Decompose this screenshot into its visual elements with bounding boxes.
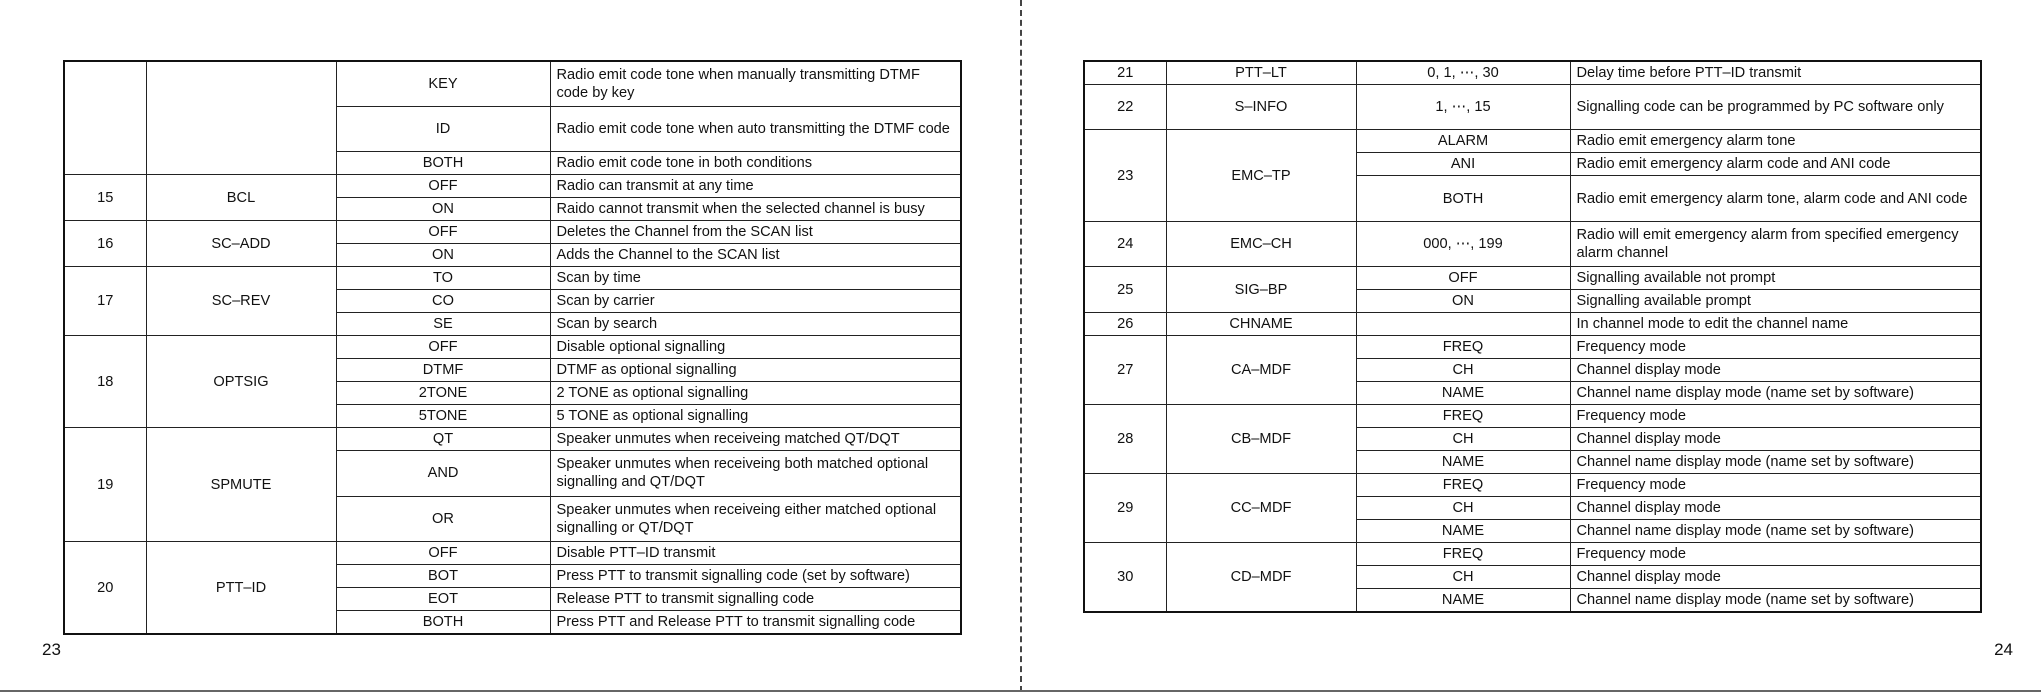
menu-name: OPTSIG: [146, 336, 336, 428]
option-description: Channel name display mode (name set by software): [1570, 589, 1981, 613]
option-description: Channel display mode: [1570, 428, 1981, 451]
page-number: 23: [42, 640, 61, 659]
item-number: [64, 61, 146, 175]
menu-name: S–INFO: [1166, 85, 1356, 130]
option-description: Radio emit code tone when auto transmitting the DTMF code: [550, 106, 961, 151]
item-number: 15: [64, 175, 146, 221]
item-number: 21: [1084, 61, 1166, 85]
option-description: Channel name display mode (name set by software): [1570, 451, 1981, 474]
option-description: Disable optional signalling: [550, 336, 961, 359]
option-value: QT: [336, 428, 550, 451]
table-row: [64, 175, 961, 198]
option-value: EOT: [336, 588, 550, 611]
option-description: Channel name display mode (name set by software): [1570, 382, 1981, 405]
menu-name: BCL: [146, 175, 336, 221]
option-description: Disable PTT–ID transmit: [550, 542, 961, 565]
option-value: OFF: [336, 221, 550, 244]
option-value: 000, ⋯, 199: [1356, 221, 1570, 266]
option-value: BOTH: [336, 152, 550, 175]
option-description: Signalling available prompt: [1570, 290, 1981, 313]
option-value: CH: [1356, 566, 1570, 589]
option-description: Radio can transmit at any time: [550, 175, 961, 198]
option-description: In channel mode to edit the channel name: [1570, 313, 1981, 336]
option-description: Radio emit code tone in both conditions: [550, 152, 961, 175]
option-value: [1356, 313, 1570, 336]
menu-name: CA–MDF: [1166, 336, 1356, 405]
menu-name: EMC–TP: [1166, 130, 1356, 221]
right-page: [1021, 0, 2041, 692]
item-number: 20: [64, 542, 146, 635]
option-description: Speaker unmutes when receiveing matched QT/DQT: [550, 428, 961, 451]
menu-name: EMC–CH: [1166, 221, 1356, 266]
table-row: [64, 221, 961, 244]
menu-name: CHNAME: [1166, 313, 1356, 336]
option-description: DTMF as optional signalling: [550, 359, 961, 382]
item-number: 16: [64, 221, 146, 267]
option-value: BOTH: [336, 611, 550, 635]
option-description: Press PTT to transmit signalling code (set by software): [550, 565, 961, 588]
option-value: OFF: [336, 336, 550, 359]
option-description: Scan by search: [550, 313, 961, 336]
option-description: Radio emit emergency alarm tone: [1570, 130, 1981, 153]
table-row: [1084, 221, 1981, 266]
page-number: 24: [1994, 640, 2013, 659]
option-description: Speaker unmutes when receiveing either matched optional signalling or QT/DQT: [550, 496, 961, 541]
option-description: Frequency mode: [1570, 474, 1981, 497]
option-description: Frequency mode: [1570, 405, 1981, 428]
item-number: 22: [1084, 85, 1166, 130]
option-value: NAME: [1356, 382, 1570, 405]
item-number: 17: [64, 267, 146, 336]
table-row: [1084, 130, 1981, 153]
option-value: 1, ⋯, 15: [1356, 85, 1570, 130]
option-value: ALARM: [1356, 130, 1570, 153]
table-row: [1084, 61, 1981, 85]
menu-name: CB–MDF: [1166, 405, 1356, 474]
menu-name: CC–MDF: [1166, 474, 1356, 543]
option-value: KEY: [336, 61, 550, 106]
option-value: 5TONE: [336, 405, 550, 428]
table-row: [64, 267, 961, 290]
option-value: ON: [336, 244, 550, 267]
table-row: [1084, 543, 1981, 566]
table-row: [1084, 85, 1981, 130]
menu-name: SPMUTE: [146, 428, 336, 542]
option-description: Channel name display mode (name set by software): [1570, 520, 1981, 543]
option-description: Adds the Channel to the SCAN list: [550, 244, 961, 267]
menu-name: SIG–BP: [1166, 267, 1356, 313]
item-number: 19: [64, 428, 146, 542]
option-value: SE: [336, 313, 550, 336]
option-value: CO: [336, 290, 550, 313]
option-value: FREQ: [1356, 336, 1570, 359]
option-description: 2 TONE as optional signalling: [550, 382, 961, 405]
table-row: [1084, 336, 1981, 359]
option-value: OFF: [336, 175, 550, 198]
item-number: 28: [1084, 405, 1166, 474]
option-value: CH: [1356, 428, 1570, 451]
option-description: Raido cannot transmit when the selected channel is busy: [550, 198, 961, 221]
option-description: 5 TONE as optional signalling: [550, 405, 961, 428]
option-description: Radio will emit emergency alarm from specified emergency alarm channel: [1570, 221, 1981, 266]
option-value: NAME: [1356, 520, 1570, 543]
menu-settings-table: [1083, 60, 1982, 613]
option-value: ID: [336, 106, 550, 151]
table-row: [64, 336, 961, 359]
item-number: 27: [1084, 336, 1166, 405]
option-description: Press PTT and Release PTT to transmit signalling code: [550, 611, 961, 635]
option-value: FREQ: [1356, 405, 1570, 428]
option-value: 0, 1, ⋯, 30: [1356, 61, 1570, 85]
option-value: OFF: [1356, 267, 1570, 290]
item-number: 23: [1084, 130, 1166, 221]
table-row: [1084, 313, 1981, 336]
option-description: Deletes the Channel from the SCAN list: [550, 221, 961, 244]
option-value: ANI: [1356, 153, 1570, 176]
option-value: BOT: [336, 565, 550, 588]
option-description: Frequency mode: [1570, 336, 1981, 359]
table-row: [1084, 474, 1981, 497]
item-number: 24: [1084, 221, 1166, 266]
option-value: 2TONE: [336, 382, 550, 405]
option-value: CH: [1356, 497, 1570, 520]
option-description: Signalling code can be programmed by PC software only: [1570, 85, 1981, 130]
item-number: 29: [1084, 474, 1166, 543]
table-row: [64, 542, 961, 565]
option-value: NAME: [1356, 451, 1570, 474]
menu-name: SC–REV: [146, 267, 336, 336]
option-description: Channel display mode: [1570, 359, 1981, 382]
option-description: Speaker unmutes when receiveing both matched optional signalling and QT/DQT: [550, 451, 961, 496]
item-number: 30: [1084, 543, 1166, 613]
option-value: BOTH: [1356, 176, 1570, 221]
option-description: Delay time before PTT–ID transmit: [1570, 61, 1981, 85]
option-value: DTMF: [336, 359, 550, 382]
option-description: Radio emit emergency alarm code and ANI code: [1570, 153, 1981, 176]
option-description: Channel display mode: [1570, 566, 1981, 589]
option-value: ON: [1356, 290, 1570, 313]
menu-name: PTT–ID: [146, 542, 336, 635]
option-value: CH: [1356, 359, 1570, 382]
option-description: Release PTT to transmit signalling code: [550, 588, 961, 611]
option-value: OR: [336, 496, 550, 541]
menu-settings-table: [63, 60, 962, 635]
table-row: [64, 428, 961, 451]
table-row: [64, 61, 961, 106]
option-description: Scan by carrier: [550, 290, 961, 313]
option-description: Scan by time: [550, 267, 961, 290]
menu-name: [146, 61, 336, 175]
menu-name: SC–ADD: [146, 221, 336, 267]
option-value: AND: [336, 451, 550, 496]
table-row: [1084, 405, 1981, 428]
item-number: 26: [1084, 313, 1166, 336]
option-value: FREQ: [1356, 474, 1570, 497]
item-number: 18: [64, 336, 146, 428]
option-description: Radio emit code tone when manually transmitting DTMF code by key: [550, 61, 961, 106]
option-description: Signalling available not prompt: [1570, 267, 1981, 290]
option-description: Frequency mode: [1570, 543, 1981, 566]
menu-name: PTT–LT: [1166, 61, 1356, 85]
option-value: TO: [336, 267, 550, 290]
option-description: Radio emit emergency alarm tone, alarm code and ANI code: [1570, 176, 1981, 221]
item-number: 25: [1084, 267, 1166, 313]
option-description: Channel display mode: [1570, 497, 1981, 520]
left-page: [0, 0, 1020, 692]
table-row: [1084, 267, 1981, 290]
option-value: NAME: [1356, 589, 1570, 613]
option-value: ON: [336, 198, 550, 221]
option-value: OFF: [336, 542, 550, 565]
menu-name: CD–MDF: [1166, 543, 1356, 613]
option-value: FREQ: [1356, 543, 1570, 566]
